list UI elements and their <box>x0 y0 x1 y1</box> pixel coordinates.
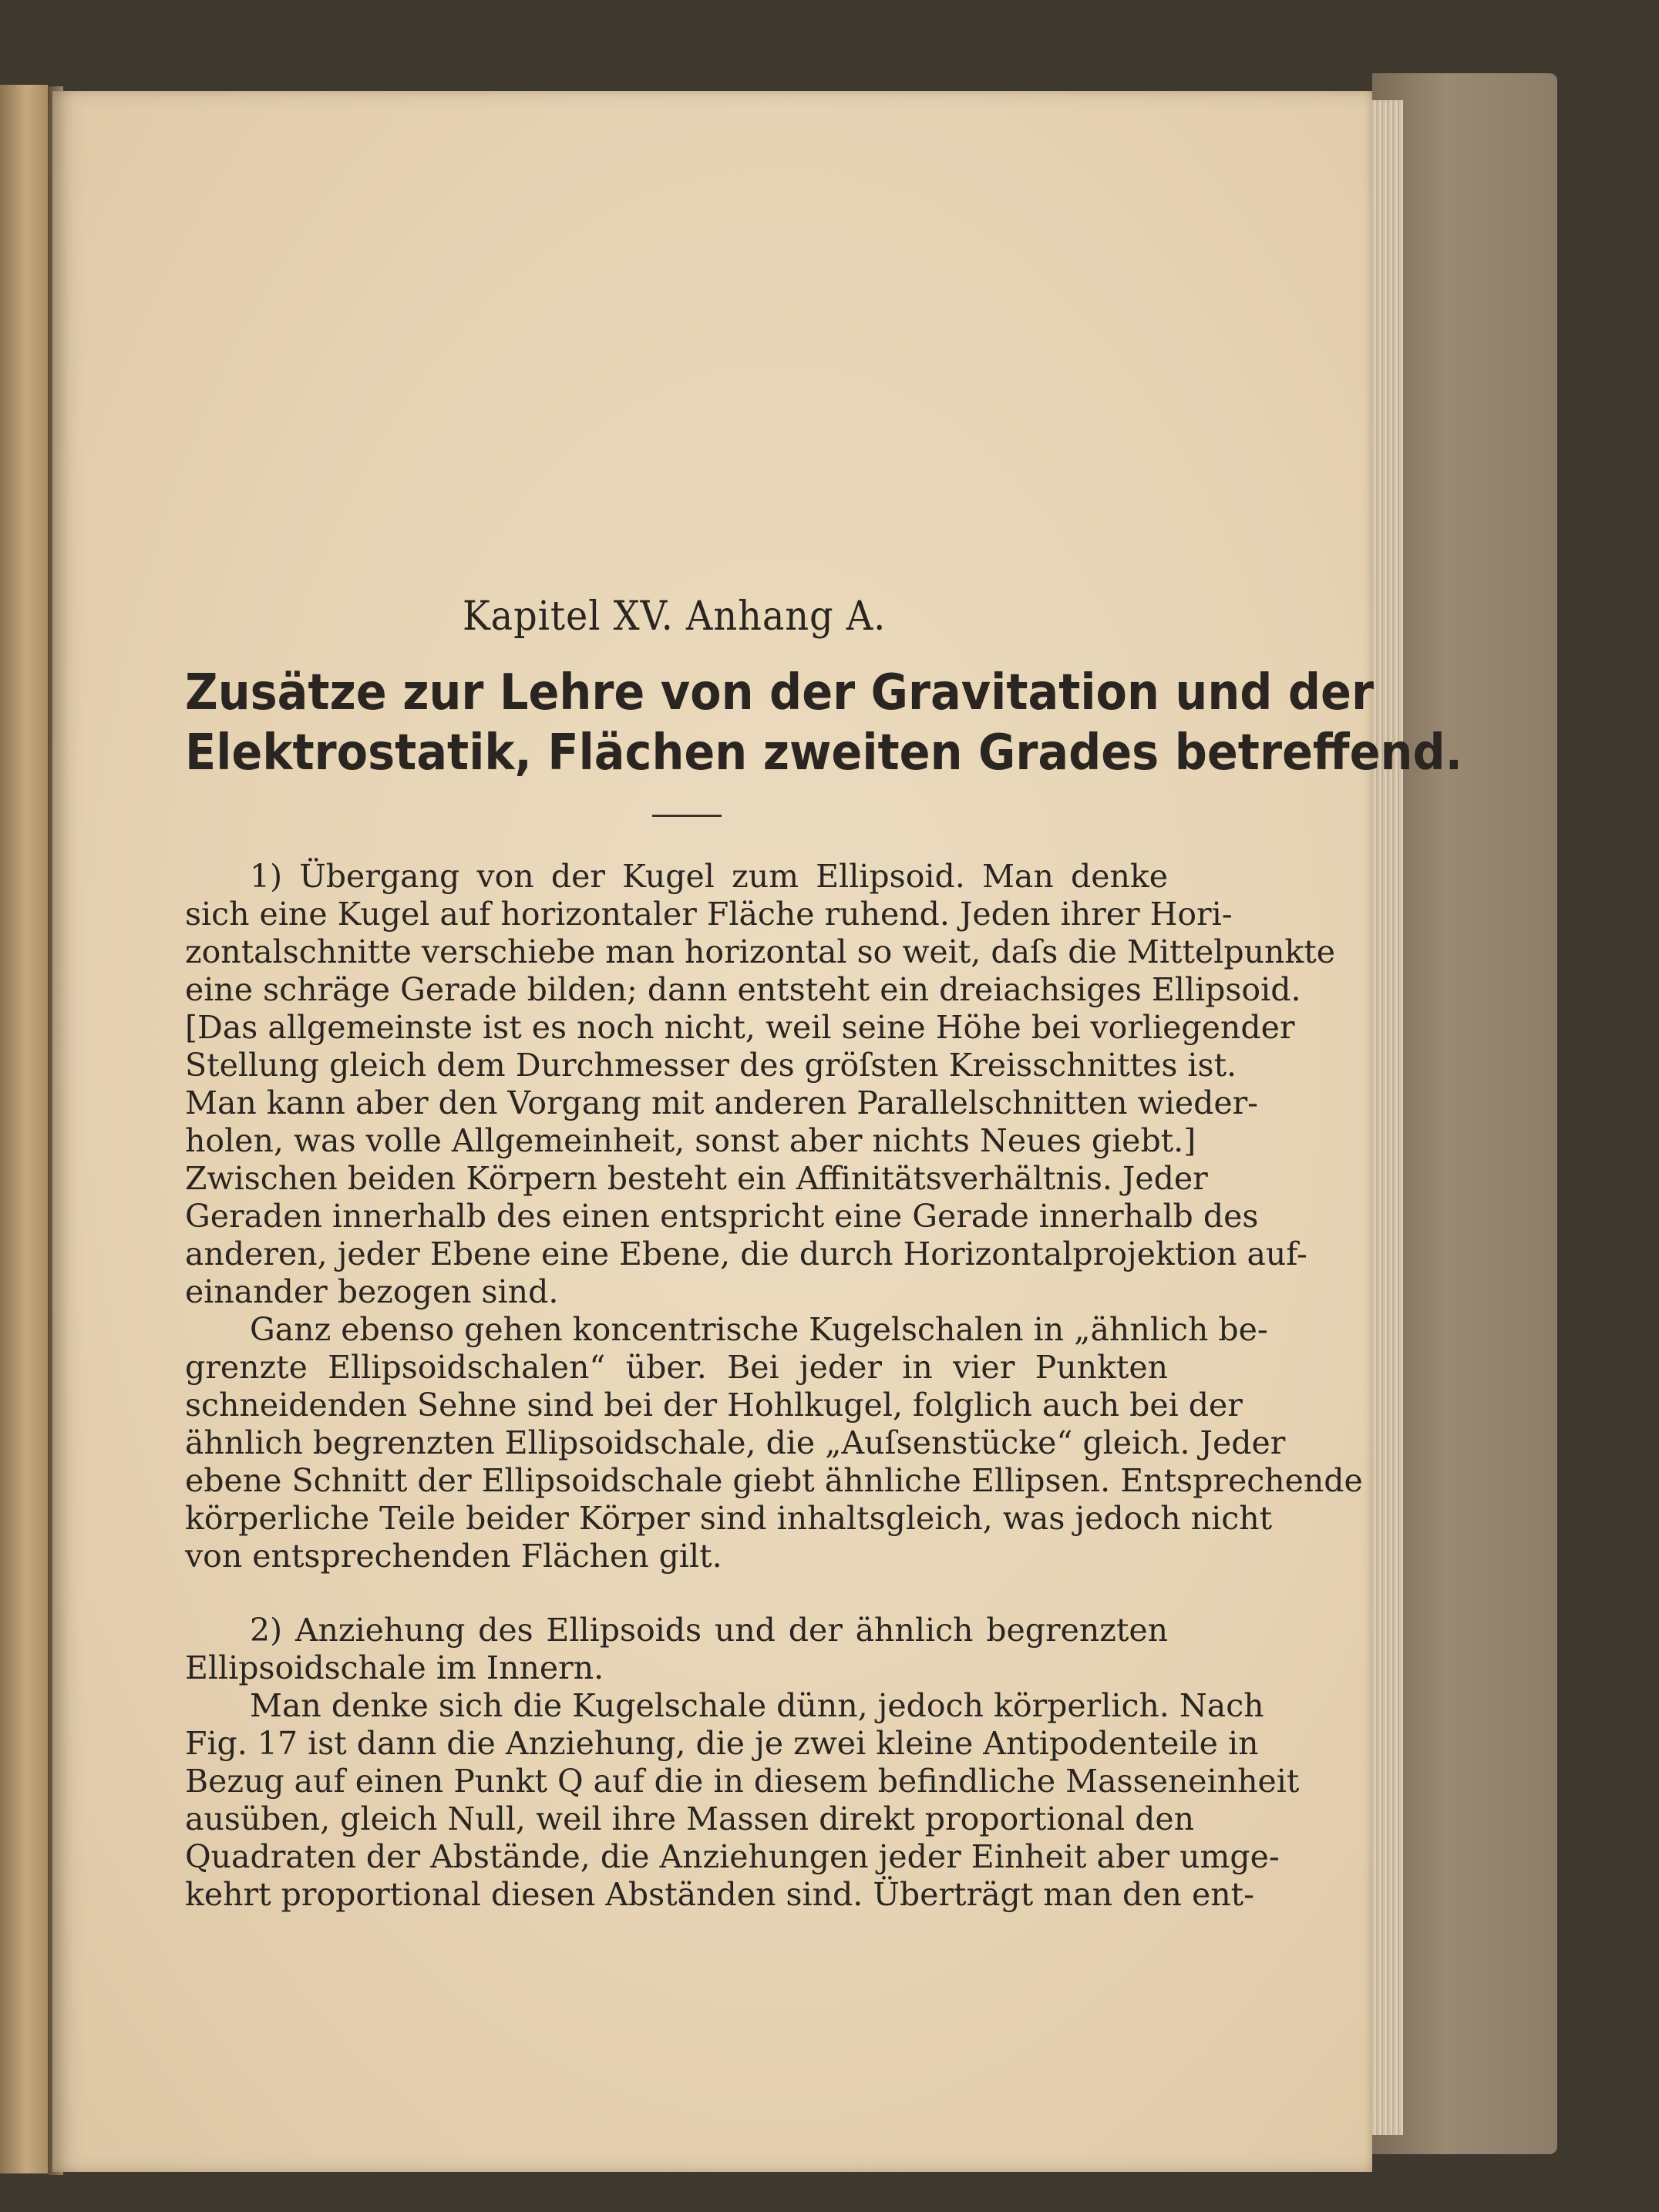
body-text-line: holen, was volle Allgemeinheit, sonst aber nichts Neues giebt.] <box>185 1122 1196 1159</box>
body-text-line: Zwischen beiden Körpern besteht ein Affinitätsverhältnis. Jeder <box>185 1160 1208 1197</box>
body-text-line: Man kann aber den Vorgang mit anderen Parallelschnitten wieder- <box>185 1084 1259 1121</box>
body-text-line: schneidenden Sehne sind bei der Hohlkugel, folglich auch bei der <box>185 1387 1243 1424</box>
body-text-line: zontalschnitte verschiebe man horizontal so weit, daſs die Mittelpunkte <box>185 933 1335 970</box>
body-text-line: [Das allgemeinste ist es noch nicht, weil seine Höhe bei vorliegender <box>185 1009 1295 1046</box>
body-text-line: 1) Übergang von der Kugel zum Ellipsoid. Man denke <box>250 858 1168 895</box>
chapter-title-line: Elektrostatik, Flächen zweiten Grades betreffend. <box>185 724 1462 782</box>
body-text-line: Man denke sich die Kugelschale dünn, jedoch körperlich. Nach <box>250 1687 1264 1724</box>
chapter-title-line: Zusätze zur Lehre von der Gravitation und der <box>185 664 1375 721</box>
body-text-line: einander bezogen sind. <box>185 1273 559 1310</box>
body-text-line: kehrt proportional diesen Abständen sind. Überträgt man den ent- <box>185 1876 1254 1913</box>
body-text-line: ebene Schnitt der Ellipsoidschale giebt ähnliche Ellipsen. Entsprechende <box>185 1462 1363 1499</box>
body-text-line: 2) Anziehung des Ellipsoids und der ähnlich begrenzten <box>250 1612 1168 1649</box>
body-text-line: Quadraten der Abstände, die Anziehungen jeder Einheit aber umge- <box>185 1838 1280 1875</box>
body-text-line: Fig. 17 ist dann die Anziehung, die je zwei kleine Antipodenteile in <box>185 1725 1259 1762</box>
body-text-line: Stellung gleich dem Durchmesser des gröſsten Kreisschnittes ist. <box>185 1047 1237 1084</box>
body-text-line: anderen, jeder Ebene eine Ebene, die durch Horizontalprojektion auf- <box>185 1235 1307 1272</box>
body-text-line: Geraden innerhalb des einen entspricht eine Gerade innerhalb des <box>185 1198 1259 1235</box>
body-text-line: Bezug auf einen Punkt Q auf die in diesem befindliche Masseneinheit <box>185 1763 1300 1800</box>
body-text-line: eine schräge Gerade bilden; dann entsteht ein dreiachsiges Ellipsoid. <box>185 971 1301 1008</box>
body-text-line: grenzte Ellipsoidschalen“ über. Bei jeder in vier Punkten <box>185 1349 1168 1386</box>
body-text-line: Ganz ebenso gehen koncentrische Kugelschalen in „ähnlich be- <box>250 1311 1268 1348</box>
body-text-line: sich eine Kugel auf horizontaler Fläche ruhend. Jeden ihrer Hori- <box>185 896 1233 933</box>
chapter-heading: Kapitel XV. Anhang A. <box>463 593 887 640</box>
section-divider <box>652 815 722 817</box>
body-text-line: Ellipsoidschale im Innern. <box>185 1649 604 1686</box>
body-text-line: ähnlich begrenzten Ellipsoidschale, die „Auſsenstücke“ gleich. Jeder <box>185 1424 1286 1461</box>
body-text-line: körperliche Teile beider Körper sind inhaltsgleich, was jedoch nicht <box>185 1500 1273 1537</box>
body-text-line: von entsprechenden Flächen gilt. <box>185 1538 722 1575</box>
body-text-line: ausüben, gleich Null, weil ihre Massen direkt proportional den <box>185 1800 1195 1837</box>
